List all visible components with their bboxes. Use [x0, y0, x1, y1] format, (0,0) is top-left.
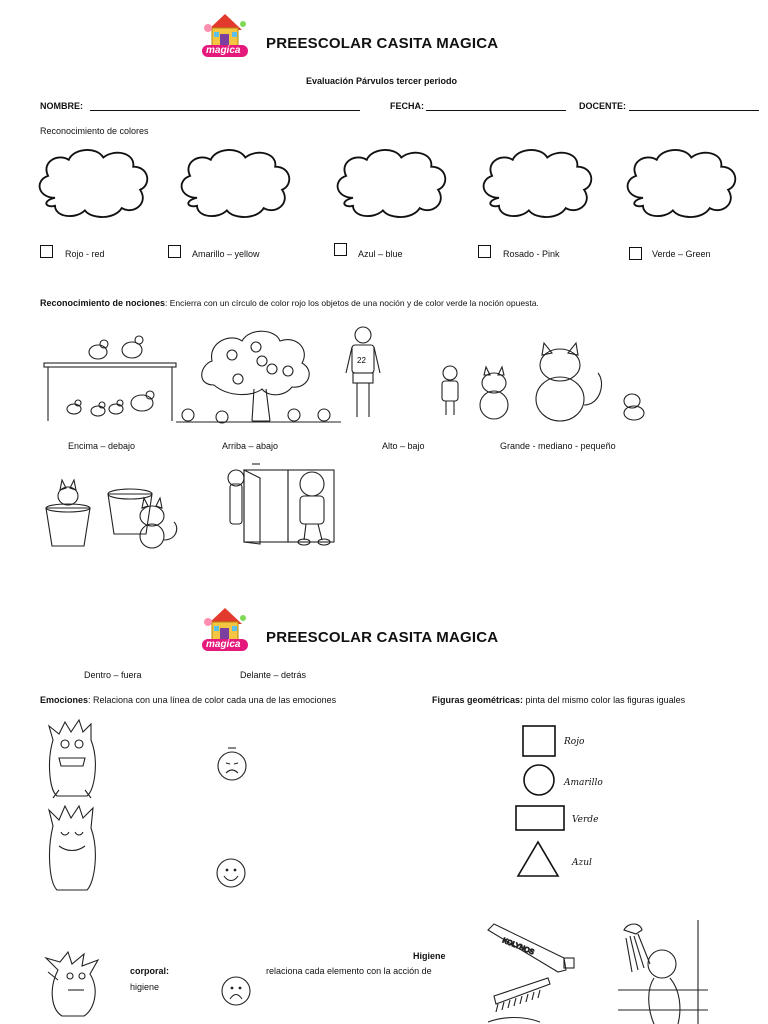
cloud-2[interactable] [182, 150, 290, 217]
toothpaste-brand: KOLYNOS [501, 937, 535, 957]
checkbox-rojo[interactable] [40, 245, 53, 258]
option-verde: Verde – Green [652, 249, 711, 259]
checkbox-azul[interactable] [334, 243, 347, 256]
docente-line[interactable] [629, 110, 759, 111]
evaluation-title: Evaluación Párvulos tercer periodo [306, 76, 458, 86]
emotions-heading [40, 695, 336, 705]
option-rosado: Rosado - Pink [503, 249, 560, 259]
cats-grande-mediano-pequeno[interactable] [430, 343, 660, 423]
option-rojo: Rojo - red [65, 249, 105, 259]
school-logo [200, 8, 250, 58]
option-amarillo: Amarillo – yellow [192, 249, 260, 259]
cloud-3[interactable] [338, 150, 446, 217]
cloud-4[interactable] [484, 150, 592, 217]
triangle-shape [518, 842, 558, 876]
nombre-label: NOMBRE: [40, 101, 83, 111]
nombre-line[interactable] [90, 110, 360, 111]
fecha-label: FECHA: [390, 101, 424, 111]
child-shower[interactable] [618, 920, 708, 1024]
toothpaste-comb[interactable] [484, 922, 584, 1022]
cloud-1[interactable] [40, 150, 148, 217]
square-shape [523, 726, 555, 756]
checkbox-verde[interactable] [629, 247, 642, 260]
apple-tree-arriba-abajo[interactable] [176, 325, 346, 425]
shape-label-amarillo: Amarillo [564, 778, 603, 788]
monster-upset[interactable] [38, 950, 118, 1020]
logo-text-2: magica [206, 639, 241, 650]
shapes-title: Figuras geométricas: [432, 695, 524, 705]
sad-face-icon[interactable] [216, 748, 250, 782]
docente-label: DOCENTE: [579, 101, 626, 111]
shapes-instruction: pinta del mismo color las figuras iguales [523, 695, 686, 705]
school-logo-2 [200, 602, 250, 652]
shape-label-rojo: Rojo [564, 737, 585, 747]
sad-face-2-icon[interactable] [220, 975, 254, 1009]
tall-player[interactable] [344, 325, 384, 425]
emotions-title: Emociones [40, 695, 89, 705]
player-number: 22 [357, 356, 366, 365]
happy-face-icon[interactable] [215, 856, 249, 890]
notions-heading [40, 298, 740, 308]
fecha-line[interactable] [426, 110, 566, 111]
logo-text: magica [206, 45, 241, 56]
checkbox-rosado[interactable] [478, 245, 491, 258]
boys-delante-detras[interactable] [220, 464, 350, 549]
rectangle-shape [516, 806, 564, 830]
label-encima-debajo: Encima – debajo [68, 441, 136, 451]
label-delante-detras: Delante – detrás [240, 670, 307, 680]
colors-section-title: Reconocimiento de colores [40, 126, 149, 136]
notions-title: Reconocimiento de nociones [40, 298, 166, 308]
option-azul: Azul – blue [358, 249, 403, 259]
hygiene-corporal-sub: higiene [130, 982, 160, 992]
hygiene-title: Higiene [413, 951, 446, 961]
shapes-heading [432, 695, 685, 705]
emotions-instruction: : Relaciona con una línea de color cada una de las emociones [88, 695, 337, 705]
notions-instruction: : Encierra con un círculo de color rojo los objetos de una noción y de color verde la noción opuesta. [165, 298, 539, 308]
birds-encima-debajo[interactable] [40, 325, 190, 425]
school-title: PREESCOLAR CASITA MAGICA [266, 35, 499, 52]
hygiene-instruction: relaciona cada elemento con la acción de [266, 966, 432, 976]
cats-dentro-fuera[interactable] [40, 474, 190, 554]
checkbox-amarillo[interactable] [168, 245, 181, 258]
monster-angry[interactable] [45, 720, 105, 800]
label-alto-bajo: Alto – bajo [382, 441, 425, 451]
cloud-5[interactable] [628, 150, 736, 217]
label-arriba-abajo: Arriba – abajo [222, 441, 279, 451]
hygiene-corporal-label: corporal: [130, 966, 170, 976]
school-title-2: PREESCOLAR CASITA MAGICA [266, 629, 499, 646]
clouds [0, 138, 768, 238]
shape-label-azul: Azul [572, 858, 592, 868]
shape-label-verde: Verde [572, 815, 599, 825]
label-dentro-fuera: Dentro – fuera [84, 670, 142, 680]
circle-shape [524, 765, 554, 795]
label-grande-mediano-pequeno: Grande - mediano - pequeño [500, 441, 616, 451]
monster-calm[interactable] [45, 806, 105, 894]
